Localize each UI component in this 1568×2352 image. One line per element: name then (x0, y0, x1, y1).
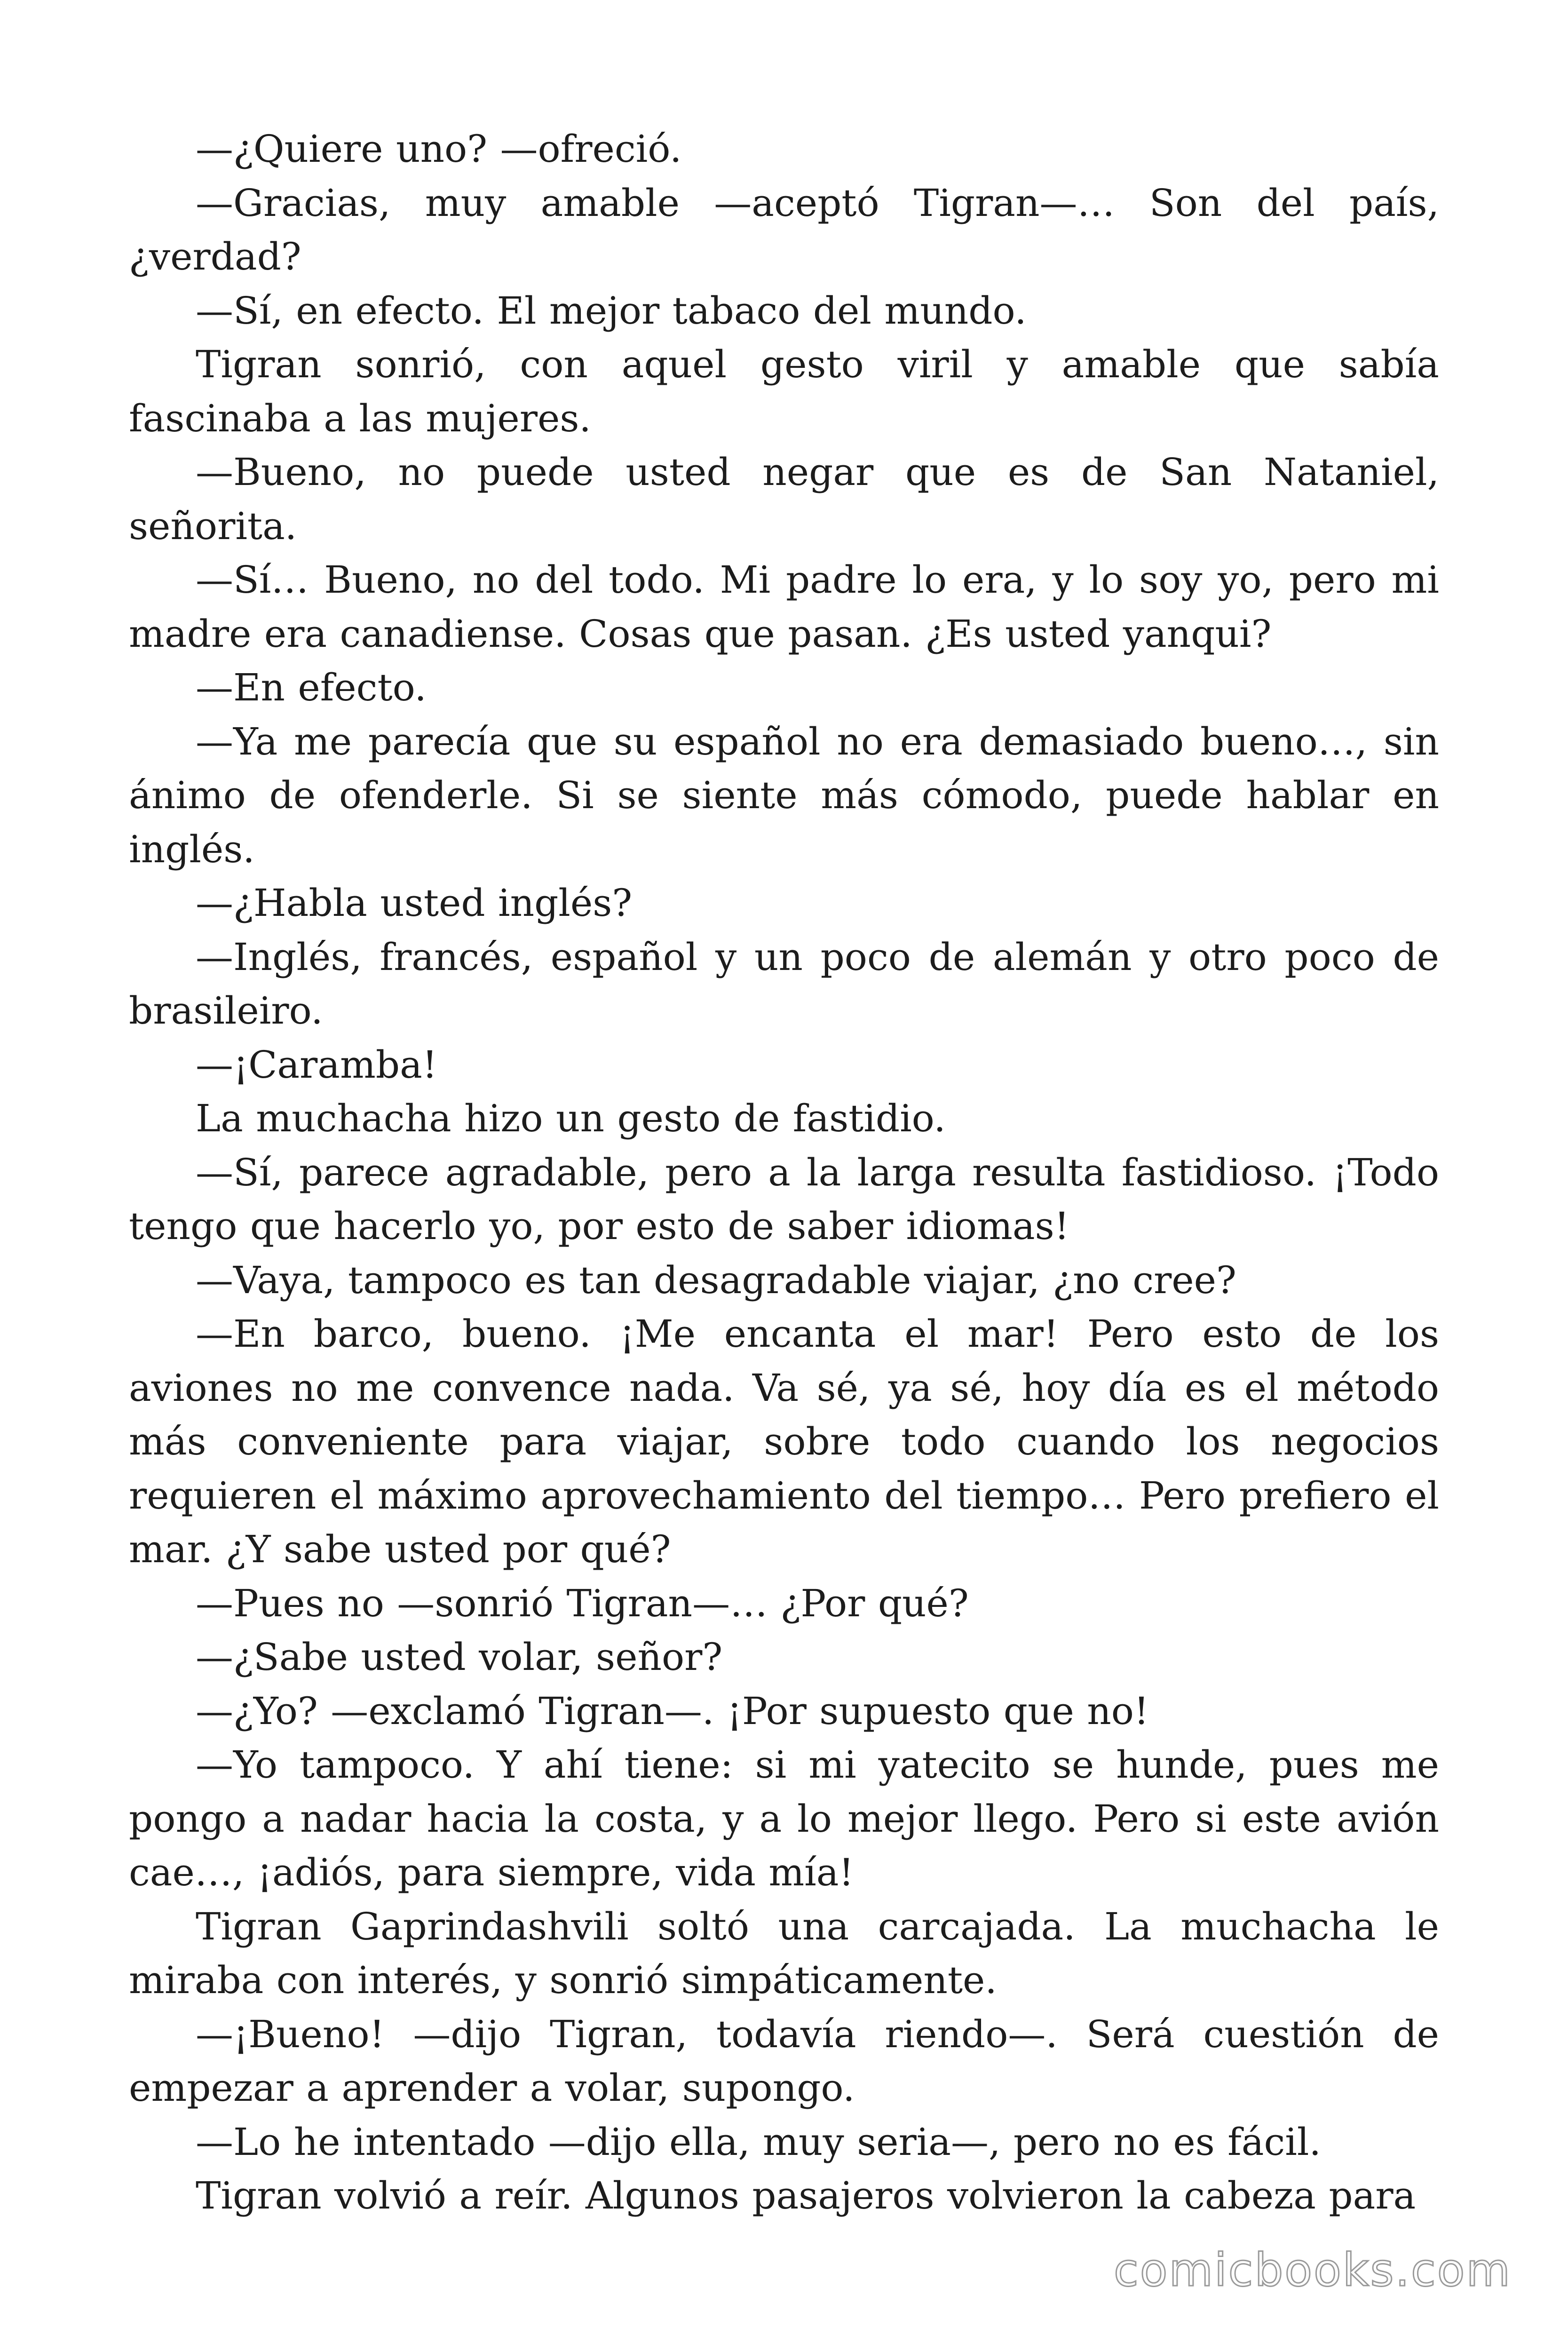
paragraph: —En barco, bueno. ¡Me encanta el mar! Pero esto de los aviones no me convence nada. Va sé, ya sé, hoy día es el método más conveniente para viajar, sobre todo cuando los negocios requieren el máximo aprovechamiento del tiempo… Pero prefiero el mar. ¿Y sabe usted por qué? (129, 1312, 1439, 1571)
body-text (129, 122, 1439, 2223)
paragraph: —Sí, parece agradable, pero a la larga resulta fastidioso. ¡Todo tengo que hacerlo yo, por esto de saber idiomas! (129, 1150, 1439, 1248)
paragraph: —¡Bueno! —dijo Tigran, todavía riendo—. Será cuestión de empezar a aprender a volar, supongo. (129, 2012, 1439, 2110)
paragraph: —¿Yo? —exclamó Tigran—. ¡Por supuesto que no! (196, 1689, 1149, 1733)
watermark: comicbooks.com (1113, 2244, 1512, 2296)
paragraph: —En efecto. (196, 666, 427, 709)
paragraph: —Vaya, tampoco es tan desagradable viajar, ¿no cree? (196, 1258, 1236, 1302)
paragraph: —Yo tampoco. Y ahí tiene: si mi yatecito se hunde, pues me pongo a nadar hacia la costa, y a lo mejor llego. Pero si este avión cae…, ¡adiós, para siempre, vida mía! (129, 1743, 1439, 1894)
paragraph: —Sí… Bueno, no del todo. Mi padre lo era, y lo soy yo, pero mi madre era canadiense. Cosas que pasan. ¿Es usted yanqui? (129, 558, 1439, 656)
paragraph: —¿Sabe usted volar, señor? (196, 1635, 723, 1679)
paragraph: Tigran volvió a reír. Algunos pasajeros volvieron la cabeza para (196, 2174, 1416, 2217)
paragraph: —Gracias, muy amable —aceptó Tigran—… Son del país, ¿verdad? (129, 181, 1439, 278)
paragraph: —Sí, en efecto. El mejor tabaco del mundo. (196, 288, 1027, 333)
paragraph: —¿Habla usted inglés? (196, 881, 633, 925)
paragraph: —Ya me parecía que su español no era demasiado bueno…, sin ánimo de ofenderle. Si se siente más cómodo, puede hablar en inglés. (129, 719, 1439, 871)
paragraph: —¿Quiere uno? —ofreció. (196, 127, 682, 171)
paragraph: —Pues no —sonrió Tigran—… ¿Por qué? (196, 1581, 969, 1625)
paragraph: —Lo he intentado —dijo ella, muy seria—, pero no es fácil. (196, 2120, 1321, 2164)
paragraph: —Inglés, francés, español y un poco de alemán y otro poco de brasileiro. (129, 935, 1439, 1033)
paragraph: Tigran sonrió, con aquel gesto viril y amable que sabía fascinaba a las mujeres. (129, 342, 1439, 440)
paragraph: —¡Caramba! (196, 1042, 437, 1087)
paragraph: La muchacha hizo un gesto de fastidio. (196, 1097, 946, 1140)
paragraph: —Bueno, no puede usted negar que es de San Nataniel, señorita. (129, 450, 1439, 548)
paragraph: Tigran Gaprindashvili soltó una carcajada. La muchacha le miraba con interés, y sonrió simpáticamente. (129, 1904, 1439, 2002)
